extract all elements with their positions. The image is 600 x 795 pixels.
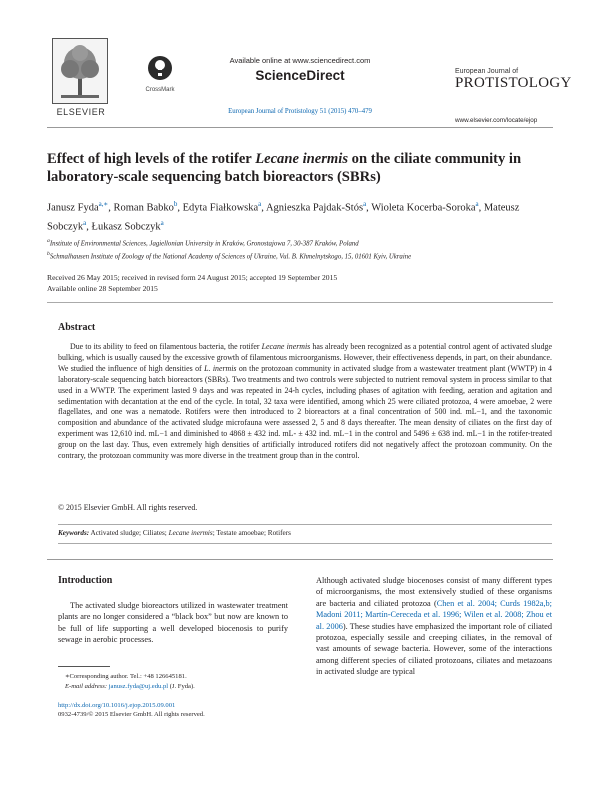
affiliation-text: Schmalhausen Institute of Zoology of the National Academy of Sciences of Ukraine, Vul. B. Khmelnytskogo, 15, 01601 Kyiv, Ukraine	[49, 253, 412, 261]
abstract-species-2: L. inermis	[204, 363, 237, 373]
author-list	[47, 197, 557, 234]
journal-url[interactable]: www.elsevier.com/locate/ejop	[455, 117, 538, 124]
email-label: E-mail address:	[65, 683, 108, 690]
keywords-text-end: ; Testate amoebae; Rotifers	[212, 529, 291, 537]
author-name: Agnieszka Pajdak-Stós	[265, 202, 364, 214]
affiliation-marker: b	[47, 251, 50, 258]
footnote	[65, 672, 195, 692]
crossmark-label: CrossMark	[145, 87, 175, 93]
email-suffix: (J. Fyda).	[168, 683, 195, 690]
affiliation-marker: a	[47, 238, 50, 244]
elsevier-tree-icon	[52, 38, 108, 104]
author-separator: ,	[478, 202, 484, 214]
author-separator: ,	[366, 202, 372, 214]
article-dates	[47, 272, 557, 294]
doi-link[interactable]: http://dx.doi.org/10.1016/j.ejop.2015.09.001	[58, 702, 176, 709]
crossmark-icon	[147, 55, 173, 81]
author-separator: ,	[86, 221, 92, 232]
author-affiliation-marker[interactable]: a	[363, 200, 367, 208]
footnote-divider	[58, 666, 110, 667]
body-divider	[47, 559, 553, 560]
keywords-bottom-divider	[58, 543, 552, 544]
journal-logo[interactable]	[455, 68, 572, 91]
corresponding-author: ∗Corresponding author. Tel.: +48 126645181.	[65, 673, 187, 680]
sciencedirect-logo[interactable]: ScienceDirect	[255, 68, 345, 83]
journal-citation[interactable]: European Journal of Protistology 51 (2015) 470–479	[228, 108, 372, 115]
author-name: Janusz Fyda	[47, 202, 99, 214]
keywords-top-divider	[58, 524, 552, 525]
journal-kicker: European Journal of	[455, 68, 519, 75]
abstract-species-1: Lecane inermis	[261, 342, 311, 351]
introduction-paragraph: The activated sludge bioreactors utilized in wastewater treatment plants are no longer considered a “black box” but now are known to be full of life supporting a well developed biocenosis to purify sewage in aerobic processes.	[58, 601, 288, 645]
copyright: © 2015 Elsevier GmbH. All rights reserved.	[58, 503, 198, 512]
keywords	[58, 529, 552, 537]
author-affiliation-marker[interactable]: a	[258, 200, 262, 208]
author-affiliation-marker[interactable]: a,∗	[98, 200, 109, 208]
column2-text-1: Although activated sludge biocenoses consist of many different types of microorganisms, the most extensively studied of these organisms are bacteria and ciliated protozoa (	[316, 576, 552, 608]
author-affiliation-marker[interactable]: a	[83, 218, 87, 227]
title-text: Effect of high levels of the rotifer	[47, 151, 256, 167]
keywords-text: Activated sludge; Ciliates;	[89, 529, 169, 537]
title-species: Lecane inermis	[255, 151, 349, 167]
author-name: Łukasz Sobczyk	[91, 221, 161, 232]
author-separator: ,	[108, 202, 114, 214]
crossmark-badge[interactable]	[143, 55, 177, 93]
affiliations	[47, 236, 557, 263]
publisher-name: ELSEVIER	[56, 107, 106, 117]
author-separator: ,	[177, 202, 183, 214]
issn-line: 0932-4739/© 2015 Elsevier GmbH. All rights reserved.	[58, 711, 205, 718]
column2-text-2: ). These studies have emphasized the important role of ciliated protozoa, especially sessile and creeping ciliates, in the removal of vast amounts of sewage bacteria. However, some of the interactions among different species of ciliated protozoans, ciliates and metazoans in activated sludge are typical	[316, 621, 552, 677]
abstract-text-1: Due to its ability to feed on filamentous bacteria, the rotifer	[70, 342, 262, 351]
affiliation-text: Institute of Environmental Sciences, Jagiellonian University in Kraków, Gronostajowa 7, 30-387 Kraków, Poland	[49, 240, 359, 248]
abstract-text-3: on the protozoan community in activated sludge from a wastewater treatment plant (WWTP) in 4 laboratory-scale sequencing batch bioreactors (SBRs). Two treatments and two controls were subjected to nutrient removal system in process similar to that used in a WWTP. The experiment lasted 9 days and was repeated in 24-h cycles, including phases of agitation with feeding, aeration and agitation and sedimentation with decantation at the end of the cycle. In total, 32 taxa were identified, among which 25 were ciliated protozoa, 4 were amoebae, 2 were flagellates, and one was a nematode. Rotifers were then introduced to 2 bioreactors at a final concentration of 500 ind. mL−1, and the taxonomic composition and abundance of the activated sludge microfauna were assessed 2, 5 and 8 days thereafter. The mean density of ciliates on the first day of experiment was 12,610 ind. mL−1 and diminished to 4868 ± 432 ind. mL- ± 432 ind. mL−1 in the control and 5496 ± 638 ind. mL−1 in the rotifer-treated group on the last day. Thus, even extremely high densities of artificially introduced rotifers did not negatively affect the protozoan community. On the contrary, the protozoan community was more diverse in the treatment group than in the control.	[58, 363, 552, 461]
journal-name: PROTISTOLOGY	[455, 75, 572, 91]
affiliation-row	[47, 249, 557, 262]
abstract-body	[58, 342, 552, 462]
email-link[interactable]: janusz.fyda@uj.edu.pl	[108, 683, 169, 690]
author-name: Wioleta Kocerba-Soroka	[371, 202, 476, 214]
title-text-end: on the ciliate community in laboratory-scale sequencing batch bioreactors (SBRs)	[47, 151, 522, 185]
keywords-species: Lecane inermis	[168, 529, 213, 537]
abstract-heading: Abstract	[58, 322, 96, 333]
author-name: Roman Babko	[113, 202, 174, 214]
keywords-label: Keywords:	[58, 529, 90, 537]
column2-paragraph	[316, 575, 552, 678]
available-online-text: Available online at www.sciencedirect.com	[229, 56, 371, 65]
available-date: Available online 28 September 2015	[47, 284, 158, 293]
introduction-heading: Introduction	[58, 575, 113, 586]
email-line	[65, 682, 195, 692]
article-title	[47, 150, 557, 186]
author-name: Edyta Fiałkowska	[182, 202, 259, 214]
author-affiliation-marker[interactable]: a	[160, 218, 164, 227]
dates-divider	[47, 302, 553, 303]
author-affiliation-marker[interactable]: a	[475, 200, 479, 208]
author-separator: ,	[261, 202, 266, 214]
author-name: Mateusz Sobczyk	[47, 202, 520, 232]
received-dates: Received 26 May 2015; received in revised form 24 August 2015; accepted 19 September 2015	[47, 273, 338, 282]
header-divider	[47, 127, 553, 128]
author-affiliation-marker[interactable]: b	[173, 200, 178, 208]
abstract-text-2: has already been recognized as a potential control agent of activated sludge bulking, which is usually caused by the excessive growth of filamentous microorganisms. However, their effectiveness depends, in part, on their abundance. We studied the influence of high densities of	[58, 342, 552, 373]
citation-links[interactable]: Chen et al. 2004; Curds 1982a,b; Madoni 2011; Martín-Cereceda et al. 1996; Wilen et al. 2008; Zhou et al. 2006	[316, 598, 552, 631]
affiliation-row	[47, 236, 557, 249]
elsevier-logo[interactable]	[52, 38, 110, 120]
